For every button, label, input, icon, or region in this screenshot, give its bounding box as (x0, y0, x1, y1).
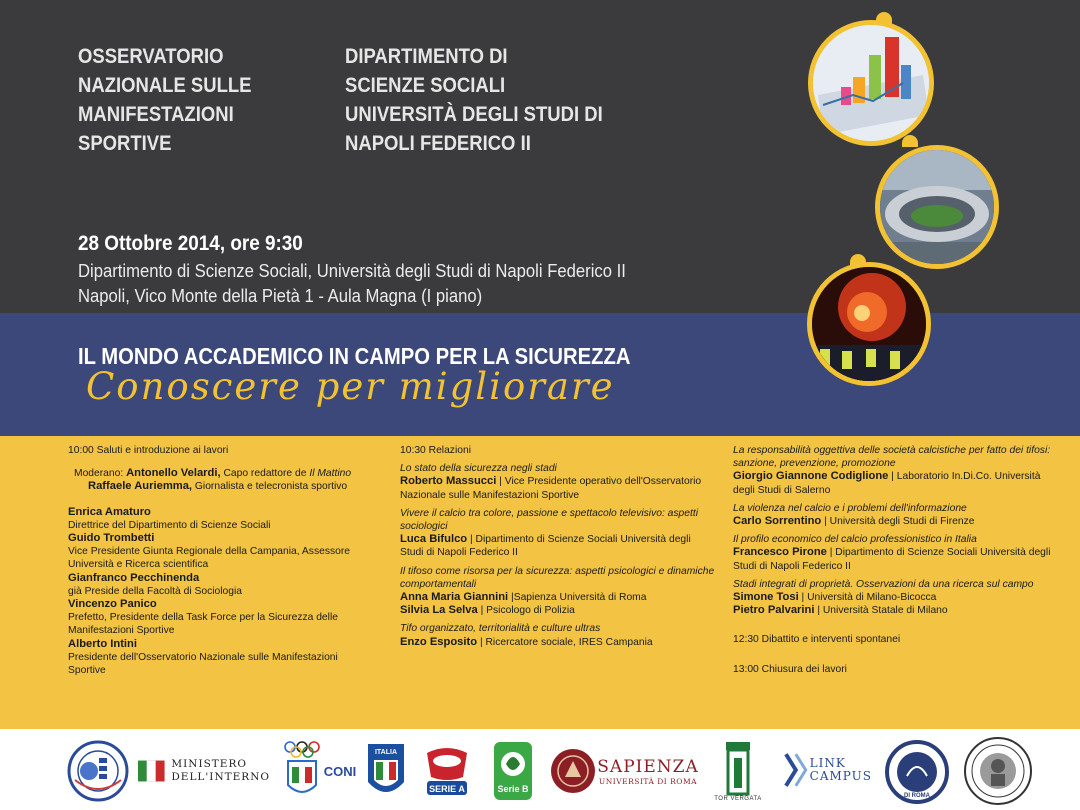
link-campus-text (810, 757, 872, 783)
campus-bio-medico-logo (884, 739, 950, 805)
speaker-entry (400, 604, 715, 617)
speaker-entry (400, 475, 715, 501)
moderator-label: Moderano: (74, 468, 127, 480)
banner-subtitle: Conoscere per migliorare (86, 365, 615, 408)
coni-logo (280, 739, 358, 803)
speaker-role: Vice Presidente Giunta Regionale della Campania, Assessore Università e Ricerca scientifica (68, 546, 350, 571)
ministero-line: DELL'INTERNO (171, 771, 270, 783)
federico-seal-icon (963, 736, 1033, 806)
coni-text: CONI (323, 763, 357, 779)
speaker-role: Direttrice del Dipartimento di Scienze Sociali (68, 519, 271, 531)
speaker-entry (68, 506, 378, 532)
banner-title: IL MONDO ACCADEMICO IN CAMPO PER LA SICUREZZA (78, 343, 631, 369)
campus-ring-text: DI ROMA (904, 793, 930, 799)
topic: La violenza nel calcio e i problemi dell'informazione (733, 502, 967, 514)
closing-time: 13:00 Chiusura dei lavori (733, 663, 847, 675)
serie-b-icon (490, 740, 536, 802)
ministero-logo (138, 751, 270, 791)
stadium-image (880, 150, 994, 264)
event-address: Napoli, Vico Monte della Pietà 1 - Aula Magna (I piano) (78, 285, 483, 306)
speaker-role: | Dipartimento di Scienze Sociali Università degli Studi di Napoli Federico II (733, 547, 1051, 572)
program-column-2 (400, 444, 715, 649)
event-date: 28 Ottobre 2014, ore 9:30 (78, 232, 303, 255)
speaker-name: Carlo Sorrentino (733, 515, 822, 528)
speaker-role: | Dipartimento di Scienze Sociali Università degli Studi di Napoli Federico II (400, 534, 691, 559)
federico-ii-seal (548, 745, 598, 797)
sapienza-title: SAPIENZA (597, 756, 699, 777)
speaker-name: Silvia La Selva (400, 604, 478, 617)
serie-b-text: Serie B (497, 784, 529, 794)
org-left-line: SPORTIVE (78, 132, 172, 155)
speaker-role: | Psicologo di Polizia (477, 605, 575, 617)
speaker-role: Prefetto, Presidente della Task Force per la Sicurezza delle Manifestazioni Sportive (68, 612, 338, 637)
speaker-entry (68, 598, 378, 638)
link-line: CAMPUS (809, 769, 872, 783)
speaker-role: Presidente dell'Osservatorio Nazionale sulle Manifestazioni Sportive (68, 651, 338, 677)
speaker-entry (733, 470, 1053, 496)
speaker-entry (733, 546, 1053, 572)
topic: Il tifoso come risorsa per la sicurezza: aspetti psicologici e dinamiche comportamentali (400, 565, 715, 590)
speaker-role: già Preside della Facoltà di Sociologia (68, 585, 243, 597)
speaker-name: Roberto Massucci (400, 475, 497, 488)
org-right-line: DIPARTIMENTO DI (345, 45, 508, 68)
org-right-line: UNIVERSITÀ DEGLI STUDI DI (345, 103, 603, 126)
speaker-role: | Ricercatore sociale, IRES Campania (477, 636, 653, 648)
program-column-1 (68, 444, 378, 677)
figc-logo (364, 741, 408, 803)
event-info (78, 230, 626, 308)
speaker-name: Luca Bifulco (400, 533, 468, 546)
speaker-name: Enzo Esposito (400, 635, 478, 648)
speaker-name: Simone Tosi (733, 591, 799, 604)
coni-shield-icon (282, 739, 322, 803)
topic: Stadi integrati di proprietà. Osservazioni da una ricerca sul campo (733, 578, 1034, 590)
link-campus-icon (782, 750, 808, 790)
speaker-role: | Università Statale di Milano (814, 605, 948, 617)
figc-text: ITALIA (374, 749, 398, 756)
onms-emblem-icon (67, 740, 129, 802)
speaker-name: Anna Maria Giannini (400, 591, 509, 604)
speaker-name: Pietro Palvarini (733, 604, 815, 617)
moderator-role: Giornalista e telecronista sportivo (192, 481, 348, 493)
program-section (0, 436, 1080, 729)
speaker-entry (400, 636, 715, 649)
org-dipartimento (345, 42, 635, 158)
topic: La responsabilità oggettiva delle società calcistiche per fatto dei tifosi: sanzione, prevenzione, promozione (733, 445, 1051, 470)
opening-time: 10:00 Saluti e introduzione ai lavori (68, 445, 229, 456)
tor-vergata-text: TOR VERGATA (714, 796, 762, 802)
tor-vergata-logo (712, 733, 764, 809)
moderator-role: Capo redattore de (220, 468, 310, 480)
speaker-role: | Vice Presidente operativo dell'Osservatorio Nazionale sulle Manifestazioni Sportive (400, 476, 702, 501)
link-campus-logo (782, 745, 872, 795)
onms-logo (66, 739, 130, 803)
moderator-line (68, 480, 378, 493)
speaker-entry (68, 638, 378, 678)
org-left-line: MANIFESTAZIONI (78, 103, 234, 126)
speaker-name: Vincenzo Panico (68, 598, 157, 611)
speaker-role: | Università degli Studi di Firenze (821, 516, 975, 528)
speaker-role: | Laboratorio In.Di.Co. Università degli Studi di Salerno (733, 471, 1041, 496)
speaker-name: Alberto Intini (68, 637, 137, 650)
speaker-name: Francesco Pirone (733, 546, 827, 559)
moderator-line (68, 467, 378, 480)
topic: Tifo organizzato, territorialità e culture ultras (400, 623, 601, 635)
serie-a-logo (418, 743, 476, 801)
topic: Vivere il calcio tra colore, passione e spettacolo televisivo: aspetti sociologici (400, 507, 699, 533)
topic: Il profilo economico del calcio professionistico in Italia (733, 534, 977, 546)
moderator-name: Antonello Velardi, (126, 467, 221, 480)
speaker-name: Giorgio Giannone Codiglione (733, 470, 889, 483)
org-right-line: SCIENZE SOCIALI (345, 74, 506, 97)
debate-time: 12:30 Dibattito e interventi spontanei (733, 634, 901, 646)
speaker-entry (400, 591, 715, 604)
org-right-line: NAPOLI FEDERICO II (345, 132, 531, 155)
speaker-entry (68, 532, 378, 572)
flares-image (812, 267, 926, 381)
org-left-line: OSSERVATORIO (78, 45, 224, 68)
campus-bio-medico-seal-icon (885, 740, 949, 804)
serie-a-icon (419, 743, 475, 801)
stadium-photo (875, 145, 999, 269)
topic: Lo stato della sicurezza negli stadi (400, 463, 557, 475)
ministero-text (171, 758, 270, 784)
sapienza-subtitle: UNIVERSITÀ DI ROMA (598, 776, 698, 786)
org-osservatorio (78, 42, 298, 158)
speaker-name: Gianfranco Pecchinenda (68, 571, 200, 584)
speaker-role: | Università di Milano-Bicocca (798, 592, 937, 604)
federico-ii-round-seal (962, 735, 1034, 807)
org-left-line: NAZIONALE SULLE (78, 74, 252, 97)
newspaper-name: Il Mattino (309, 468, 352, 480)
italian-flag-icon (138, 754, 165, 788)
chart-photo (808, 20, 934, 146)
speaker-role: |Sapienza Università di Roma (508, 592, 647, 604)
speaker-entry (733, 604, 1053, 617)
serie-b-logo (488, 739, 538, 803)
serie-a-text: SERIE A (429, 784, 465, 794)
program-column-3 (733, 444, 1053, 676)
speaker-entry (400, 533, 715, 559)
link-line: LINK (809, 756, 846, 770)
speaker-entry (733, 515, 1053, 528)
sponsor-logos (0, 729, 1080, 810)
figc-shield-icon (366, 742, 406, 802)
university-seal-icon (549, 747, 597, 795)
bar-chart-image (813, 25, 929, 141)
ministero-line: MINISTERO (171, 758, 247, 770)
sapienza-logo (598, 749, 698, 793)
speaker-name: Enrica Amaturo (68, 505, 151, 518)
fans-photo (807, 262, 931, 386)
speaker-entry (68, 572, 378, 598)
relazioni-heading: 10:30 Relazioni (400, 445, 471, 456)
tor-vergata-tower-icon (720, 740, 756, 796)
speaker-entry (733, 591, 1053, 604)
circle-tab (902, 135, 918, 147)
event-venue: Dipartimento di Scienze Sociali, Università degli Studi di Napoli Federico II (78, 260, 626, 281)
speaker-name: Guido Trombetti (68, 532, 155, 545)
moderator-name: Raffaele Auriemma, (88, 480, 193, 493)
